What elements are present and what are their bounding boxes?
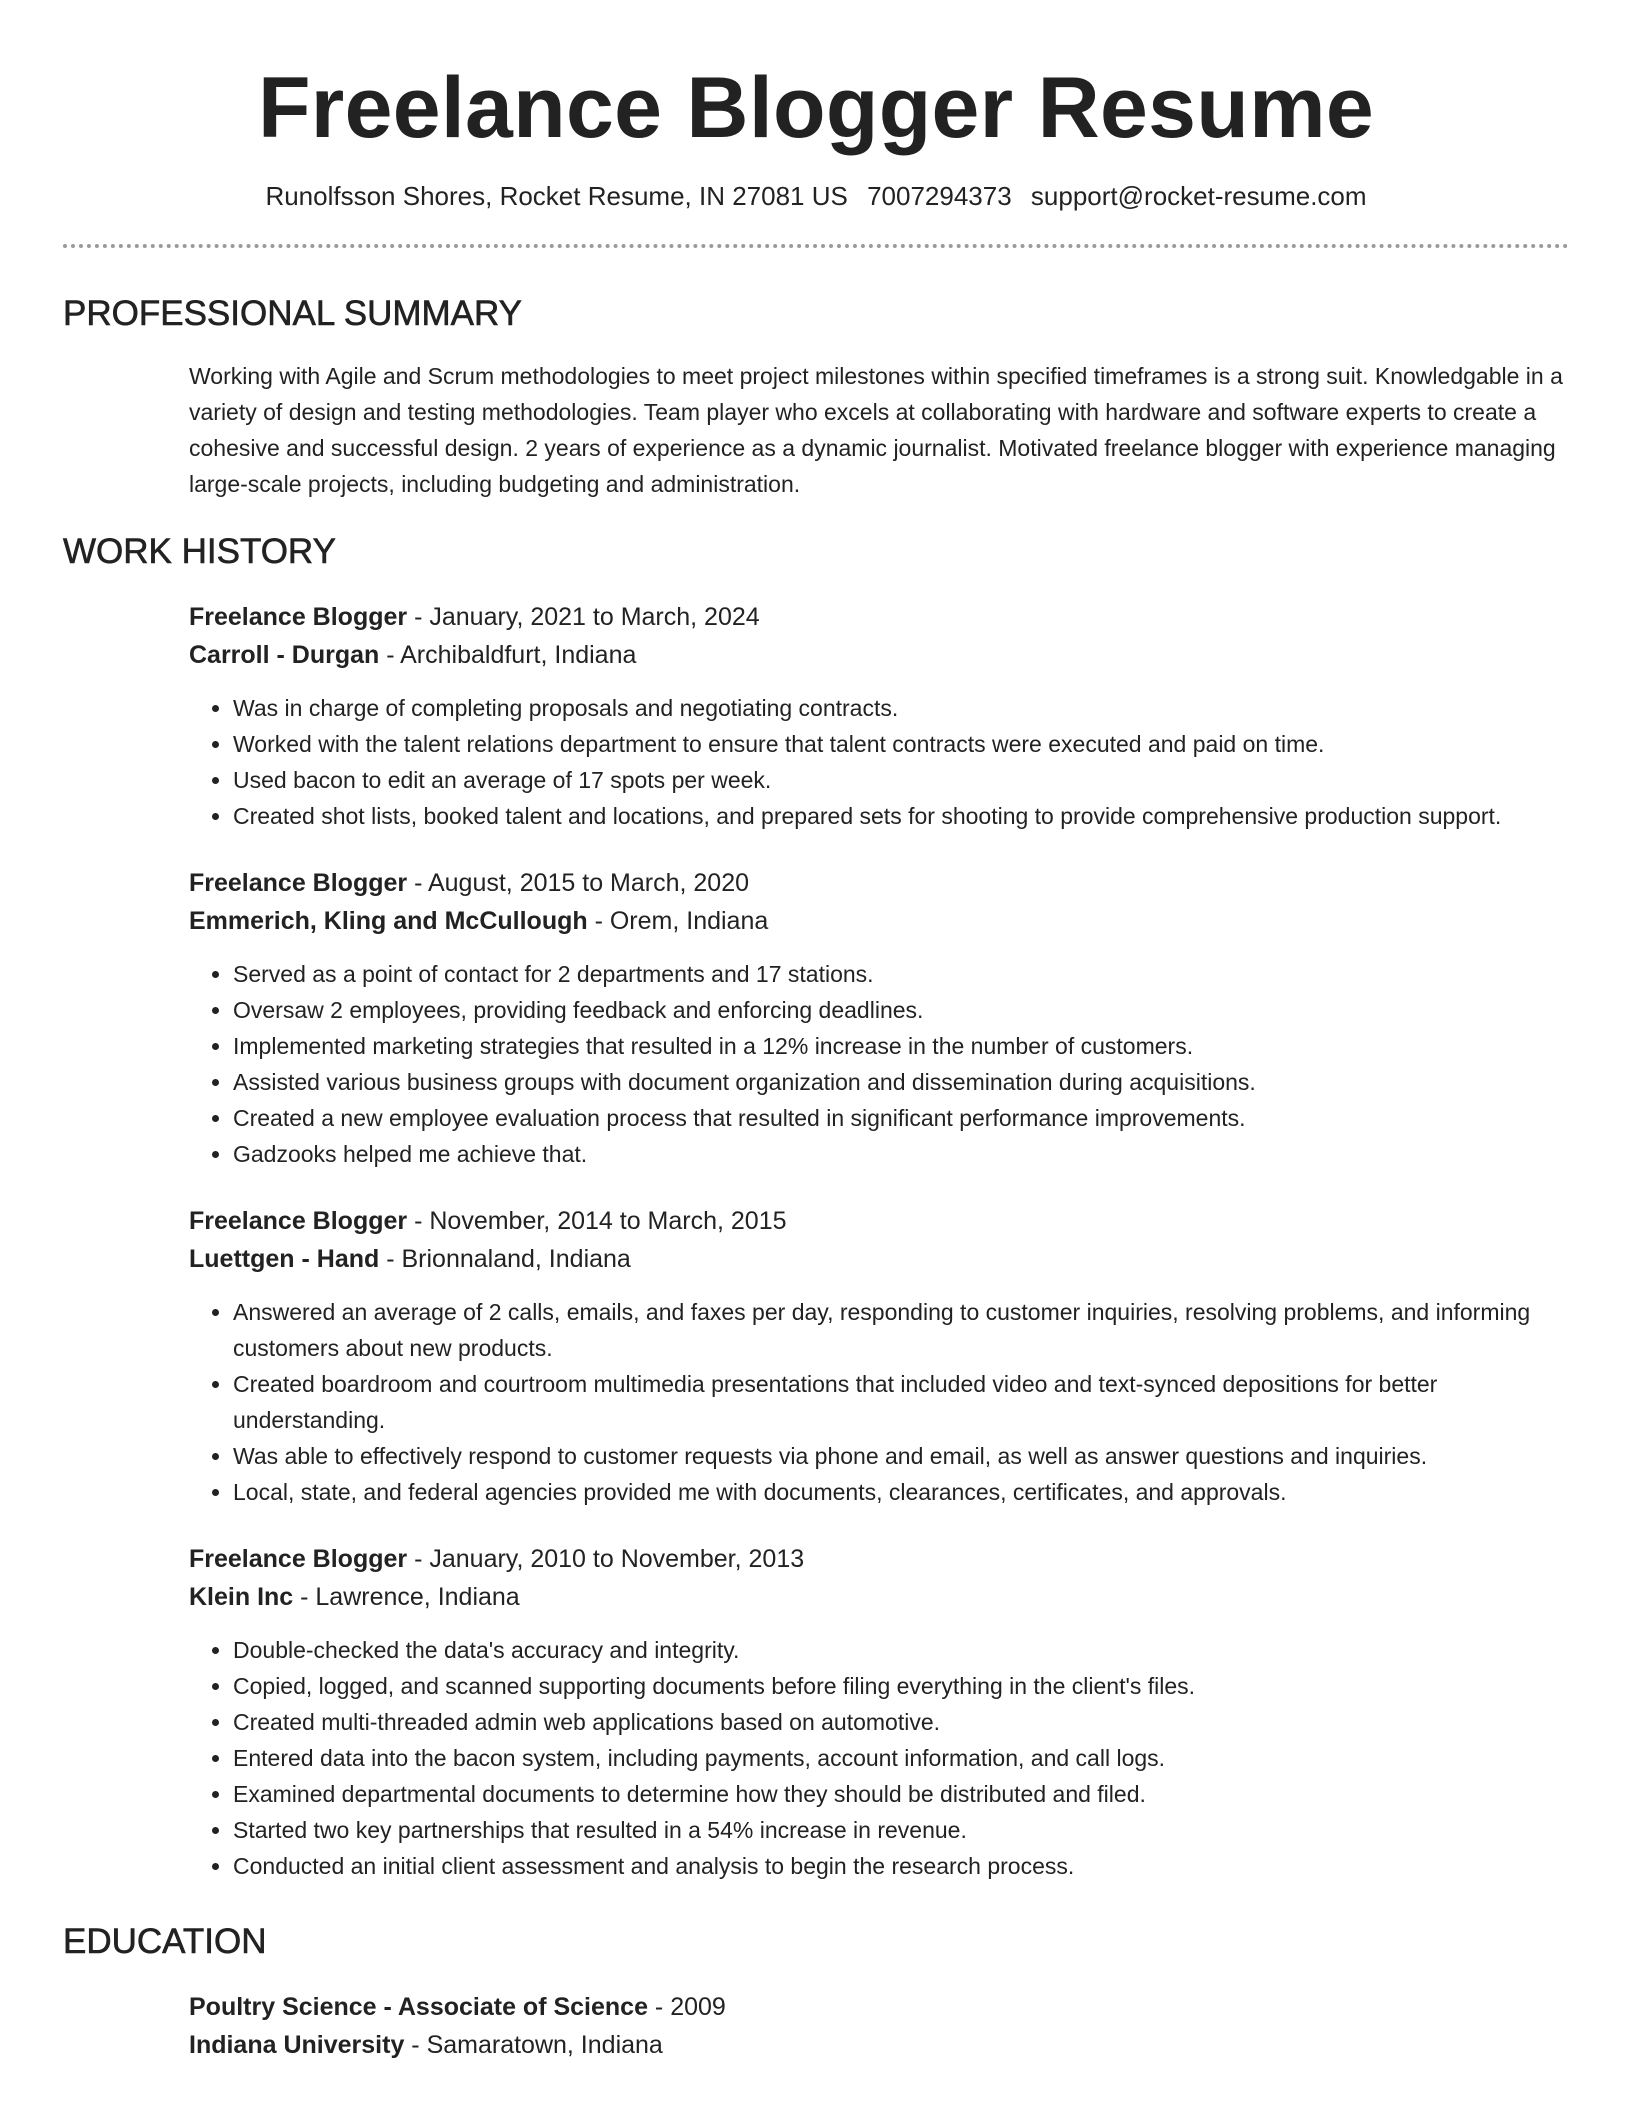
job-bullet: • Created boardroom and courtroom multimedia presentations that included video and text-synced depositions for better understanding. — [233, 1366, 1569, 1438]
job-bullet: • Worked with the talent relations department to ensure that talent contracts were executed and paid on time. — [233, 726, 1569, 762]
job-company-line — [189, 1578, 1569, 1616]
contact-line — [63, 178, 1569, 214]
job-bullet: • Implemented marketing strategies that resulted in a 12% increase in the number of customers. — [233, 1028, 1569, 1064]
job-bullet: • Created multi-threaded admin web applications based on automotive. — [233, 1704, 1569, 1740]
job-bullet-list — [189, 956, 1569, 1172]
resume-title: Freelance Blogger Resume — [257, 60, 1375, 156]
job-bullet: • Examined departmental documents to determine how they should be distributed and filed. — [233, 1776, 1569, 1812]
contact-address: Runolfsson Shores, Rocket Resume, IN 27081 US — [265, 181, 848, 211]
job-title-line — [189, 1540, 1569, 1578]
job-bullet: • Local, state, and federal agencies provided me with documents, clearances, certificates, and approvals. — [233, 1474, 1569, 1510]
job-company: Carroll - Durgan — [189, 641, 380, 669]
job-company: Emmerich, Kling and McCullough — [189, 907, 588, 935]
section-heading-education: EDUCATION — [63, 1922, 267, 1961]
job-bullet: • Was in charge of completing proposals and negotiating contracts. — [233, 690, 1569, 726]
job-bullet-list — [189, 1632, 1569, 1884]
education-school: Indiana University — [189, 2031, 405, 2059]
job-bullet: • Answered an average of 2 calls, emails, and faxes per day, responding to customer inquiries, resolving problems, and informing customers about new products. — [233, 1294, 1569, 1366]
job-bullet: • Assisted various business groups with document organization and dissemination during acquisitions. — [233, 1064, 1569, 1100]
job-title: Freelance Blogger — [189, 1545, 408, 1573]
job-company: Luettgen - Hand — [189, 1245, 380, 1273]
section-heading-work-history: WORK HISTORY — [63, 532, 336, 571]
job-bullet: • Entered data into the bacon system, including payments, account information, and call logs. — [233, 1740, 1569, 1776]
summary-text: Working with Agile and Scrum methodologies to meet project milestones within specified timeframes is a strong suit. Knowledgable in a variety of design and testing methodologies. Team player who excels at collaborating with hardware and software experts to create a cohesive and successful design. 2 years of experience as a dynamic journalist. Motivated freelance blogger with experience managing large-scale projects, including budgeting and administration. — [189, 363, 1563, 497]
contact-email: support@rocket-resume.com — [1030, 181, 1367, 211]
job-bullet-list — [189, 690, 1569, 834]
job-dates: - January, 2021 to March, 2024 — [407, 603, 760, 631]
job-bullet: • Double-checked the data's accuracy and integrity. — [233, 1632, 1569, 1668]
job-entry — [189, 1202, 1569, 1510]
job-bullet: • Was able to effectively respond to customer requests via phone and email, as well as answer questions and inquiries. — [233, 1438, 1569, 1474]
job-title: Freelance Blogger — [189, 1207, 408, 1235]
job-company-line — [189, 902, 1569, 940]
job-location: - Orem, Indiana — [587, 907, 769, 935]
job-bullet: • Oversaw 2 employees, providing feedback and enforcing deadlines. — [233, 992, 1569, 1028]
job-entry — [189, 598, 1569, 834]
section-heading-summary: PROFESSIONAL SUMMARY — [63, 294, 522, 333]
job-title-line — [189, 1202, 1569, 1240]
job-bullet: • Used bacon to edit an average of 17 spots per week. — [233, 762, 1569, 798]
job-title: Freelance Blogger — [189, 603, 408, 631]
education-degree: Poultry Science - Associate of Science — [189, 1993, 648, 2021]
job-dates: - August, 2015 to March, 2020 — [407, 869, 750, 897]
job-dates: - January, 2010 to November, 2013 — [407, 1545, 805, 1573]
job-location: - Archibaldfurt, Indiana — [379, 641, 637, 669]
education-degree-line — [189, 1988, 1569, 2026]
education-school-line — [189, 2026, 1569, 2064]
job-location: - Lawrence, Indiana — [293, 1583, 520, 1611]
job-entry — [189, 1540, 1569, 1884]
education-location: - Samaratown, Indiana — [404, 2031, 663, 2059]
job-entry — [189, 864, 1569, 1172]
job-bullet: • Created shot lists, booked talent and locations, and prepared sets for shooting to provide comprehensive production support. — [233, 798, 1569, 834]
education-entry — [189, 1988, 1569, 2064]
job-location: - Brionnaland, Indiana — [379, 1245, 631, 1273]
job-company-line — [189, 636, 1569, 674]
job-bullet: • Copied, logged, and scanned supporting documents before filing everything in the client's files. — [233, 1668, 1569, 1704]
job-dates: - November, 2014 to March, 2015 — [407, 1207, 787, 1235]
job-title-line — [189, 598, 1569, 636]
job-title-line — [189, 864, 1569, 902]
header-divider — [63, 244, 1569, 248]
contact-phone: 7007294373 — [867, 181, 1012, 211]
job-company-line — [189, 1240, 1569, 1278]
job-bullet: • Conducted an initial client assessment and analysis to begin the research process. — [233, 1848, 1569, 1884]
job-title: Freelance Blogger — [189, 869, 408, 897]
job-bullet-list — [189, 1294, 1569, 1510]
job-bullet: • Served as a point of contact for 2 departments and 17 stations. — [233, 956, 1569, 992]
job-company: Klein Inc — [189, 1583, 294, 1611]
job-bullet: • Created a new employee evaluation process that resulted in significant performance improvements. — [233, 1100, 1569, 1136]
job-bullet: • Started two key partnerships that resulted in a 54% increase in revenue. — [233, 1812, 1569, 1848]
education-year: - 2009 — [647, 1993, 726, 2021]
job-bullet: • Gadzooks helped me achieve that. — [233, 1136, 1569, 1172]
